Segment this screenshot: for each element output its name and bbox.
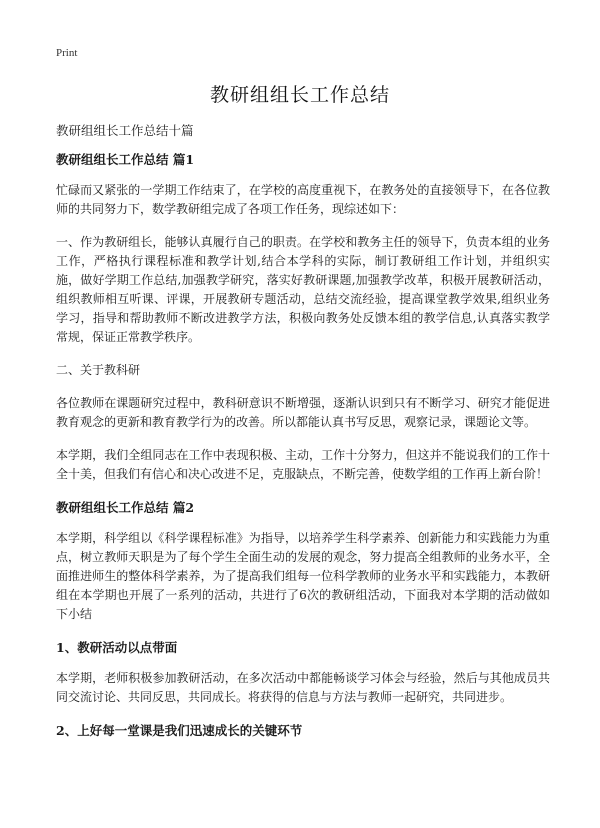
document-title: 教研组组长工作总结 — [209, 84, 390, 106]
document-body — [56, 150, 550, 752]
section-heading: 2、上好每一堂课是我们迅速成长的关键环节 — [56, 723, 303, 738]
paragraph: 各位教师在课题研究过程中，教科研意识不断增强，逐渐认识到只有不断学习、研究才能促进教育观念的更新和教育教学行为的改善。所以都能认真书写反思，观察记录，课题论文等。 — [56, 396, 550, 429]
paragraph: 二、关于教科研 — [56, 363, 141, 377]
paragraph: 本学期，科学组以《科学课程标准》为指导，以培养学生科学素养、创新能力和实践能力为重点，树立教师天职是为了每个学生全面生动的发展的观念，努力提高全组教师的业务水平，全面推进师生的整体科学素养，为了提高我们组每一位科学教师的业务水平和实践能力，本教研组在本学期也开展了一系列的活动，共进行了6次的教研组活动，下面我对本学期的活动做如下小结 — [56, 531, 550, 621]
section-heading: 教研组组长工作总结 篇1 — [56, 152, 195, 167]
section-heading: 1、教研活动以点带面 — [56, 640, 178, 655]
paragraph: 本学期，老师积极参加教研活动，在多次活动中都能畅谈学习体会与经验，然后与其他成员共同交流讨论、共同反思，共同成长。将获得的信息与方法与教师一起研究，共同进步。 — [56, 671, 550, 704]
section-heading: 教研组组长工作总结 篇2 — [56, 500, 195, 515]
document-subtitle: 教研组组长工作总结十篇 — [56, 123, 194, 138]
paragraph: 一、作为教研组长，能够认真履行自己的职责。在学校和教务主任的领导下，负责本组的业务工作，严格执行课程标准和教学计划,结合本学科的实际，制订教研组工作计划，并组织实施，做好学期工作总结,加强教学研究，落实好教研课题,加强教学改革，积极开展教研活动，组织教师相互听课、评课，开展教研专题活动，总结交流经验，提高课堂教学效果,组织业务学习，指导和帮助教师不断改进教学方法，积极向教务处反馈本组的教学信息,认真落实教学常规，保证正常教学秩序。 — [56, 235, 550, 344]
paragraph: 忙碌而又紧张的一学期工作结束了，在学校的高度重视下，在教务处的直接领导下，在各位教师的共同努力下，数学教研组完成了各项工作任务，现综述如下： — [56, 183, 550, 216]
paragraph: 本学期，我们全组同志在工作中表现积极、主动，工作十分努力，但这并不能说我们的工作十全十美，但我们有信心和决心改进不足，克服缺点，不断完善，使数学组的工作再上新台阶！ — [56, 448, 550, 481]
print-link[interactable]: Print — [56, 47, 78, 59]
